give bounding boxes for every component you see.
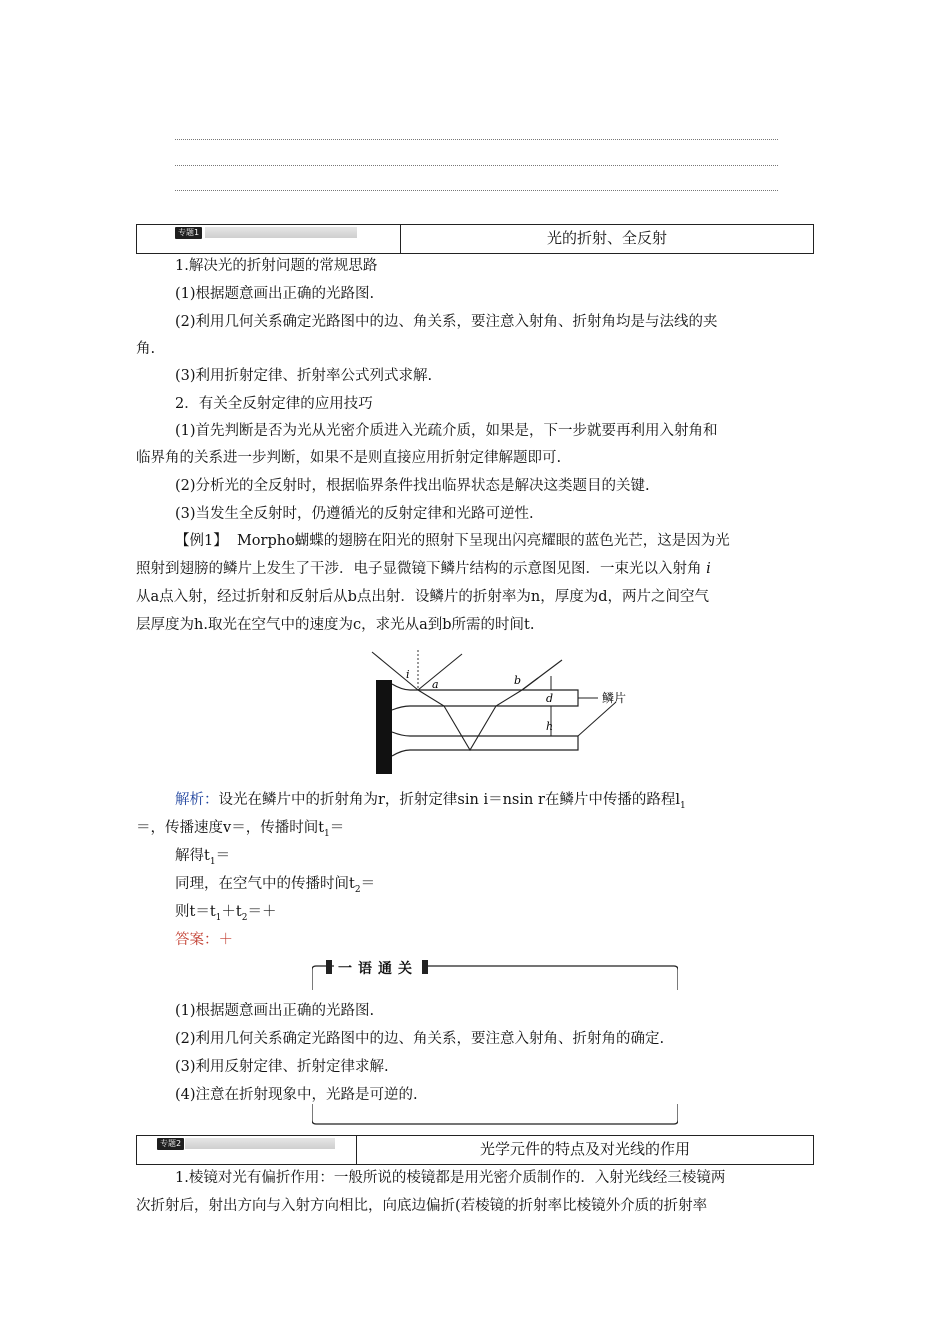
solution-text: ＝ bbox=[215, 848, 231, 864]
solution-sub: 1 bbox=[209, 856, 216, 867]
topic1-line: (3)利用折射定律、折射率公式列式求解. bbox=[175, 368, 433, 384]
dotted-line bbox=[175, 139, 778, 140]
solution-sub: 1 bbox=[680, 800, 686, 811]
example1-line: 层厚度为h.取光在空气中的速度为c，求光从a到b所需的时间t. bbox=[136, 617, 535, 633]
topic2-label-cell bbox=[137, 1136, 357, 1164]
topic1-bar bbox=[205, 227, 357, 238]
topic1-line: (2)利用几何关系确定光路图中的边、角关系，要注意入射角、折射角均是与法线的夹 bbox=[175, 314, 718, 330]
solution-sub: 1 bbox=[215, 912, 222, 923]
solution-line bbox=[136, 814, 344, 848]
label-i: i bbox=[406, 668, 410, 681]
topic1-line: 2．有关全反射定律的应用技巧 bbox=[175, 396, 373, 412]
exit-ray bbox=[522, 660, 562, 690]
summary-item: (4)注意在折射现象中，光路是可逆的. bbox=[175, 1087, 418, 1103]
bracket-mark bbox=[326, 960, 332, 974]
example1-text: Morpho蝴蝶的翅膀在阳光的照射下呈现出闪亮耀眼的蓝色光芒，这是因为光 bbox=[236, 533, 730, 549]
topic2-bar bbox=[185, 1138, 335, 1149]
example1-tag: 【例1】 bbox=[175, 533, 228, 549]
wall-support bbox=[376, 680, 392, 774]
summary-item: (2)利用几何关系确定光路图中的边、角关系，要注意入射角、折射角的确定. bbox=[175, 1031, 665, 1047]
label-b: b bbox=[514, 674, 522, 687]
summary-item: (3)利用反射定律、折射定律求解. bbox=[175, 1059, 389, 1075]
label-h: h bbox=[546, 720, 554, 733]
topic1-line: 临界角的关系进一步判断，如果不是则直接应用折射定律解题即可. bbox=[136, 450, 562, 466]
solution-text: 同理，在空气中的传播时间t bbox=[175, 876, 355, 892]
topic2-title: 光学元件的特点及对光线的作用 bbox=[479, 1140, 690, 1158]
answer-value: ：＋ bbox=[204, 932, 233, 948]
solution-colon: ： bbox=[204, 792, 219, 808]
solution-text: 则t＝t bbox=[175, 904, 216, 920]
topic1-title: 光的折射、全反射 bbox=[546, 229, 667, 247]
example1-line: 从a点入射，经过折射和反射后从b点出射．设鳞片的折射率为n，厚度为d，两片之间空气 bbox=[136, 589, 710, 605]
example1-line bbox=[136, 555, 711, 583]
summary-title: 一语通关 bbox=[334, 958, 422, 978]
dotted-line bbox=[175, 165, 778, 166]
label-a: a bbox=[432, 678, 439, 691]
topic2-line: 1.棱镜对光有偏折作用：一般所说的棱镜都是用光密介质制作的．入射光线经三棱镜两 bbox=[175, 1170, 726, 1186]
lower-scale bbox=[392, 732, 578, 756]
solution-sub: 2 bbox=[354, 884, 361, 895]
solution-text: ＋t bbox=[221, 904, 242, 920]
solution-sub: 1 bbox=[324, 828, 330, 839]
label-d: d bbox=[546, 692, 554, 705]
solution-text: ＝ bbox=[329, 820, 345, 836]
solution-text: ＝＋ bbox=[247, 904, 277, 920]
solution-text: ＝ bbox=[360, 876, 376, 892]
topic2-line: 次折射后，射出方向与入射方向相比，向底边偏折(若棱镜的折射率比棱镜外介质的折射率 bbox=[136, 1198, 708, 1214]
answer-line bbox=[175, 926, 233, 954]
topic1-line: (2)分析光的全反射时，根据临界条件找出临界状态是解决这类题目的关键. bbox=[175, 478, 650, 494]
topic1-label-cell bbox=[137, 225, 401, 253]
topic1-header bbox=[136, 224, 814, 254]
example1-text: 照射到翅膀的鳞片上发生了干涉．电子显微镜下鳞片结构的示意图见图．一束光以入射角 bbox=[136, 561, 702, 577]
topic2-badge: 专题2 bbox=[157, 1138, 184, 1150]
solution-text: 设光在鳞片中的折射角为r，折射定律sin i＝nsin r在鳞片中传播的路程l bbox=[218, 792, 681, 808]
bracket-mark bbox=[422, 960, 428, 974]
label-scale: 鳞片 bbox=[602, 691, 627, 705]
example1-line bbox=[175, 527, 730, 555]
answer-label: 答案 bbox=[175, 932, 204, 948]
topic1-line: 角. bbox=[136, 341, 156, 357]
reflected-ray bbox=[418, 654, 462, 690]
topic1-line: (1)根据题意画出正确的光路图. bbox=[175, 286, 375, 302]
topic2-header bbox=[136, 1135, 814, 1165]
solution-label: 解析 bbox=[175, 792, 204, 808]
topic1-line: 1.解决光的折射问题的常规思路 bbox=[175, 258, 378, 274]
solution-text: 解得t bbox=[175, 848, 210, 864]
scale-diagram bbox=[366, 650, 666, 778]
topic1-line: (1)首先判断是否为光从光密介质进入光疏介质，如果是，下一步就要再利用入射角和 bbox=[175, 423, 718, 439]
solution-sub: 2 bbox=[241, 912, 248, 923]
example1-incidence-symbol: i bbox=[706, 561, 711, 577]
solution-text: ＝，传播速度v＝，传播时间t bbox=[136, 820, 325, 836]
topic1-line: (3)当发生全反射时，仍遵循光的反射定律和光路可逆性. bbox=[175, 506, 534, 522]
dotted-line bbox=[175, 190, 778, 191]
topic1-badge: 专题1 bbox=[175, 227, 202, 239]
summary-item: (1)根据题意画出正确的光路图. bbox=[175, 1003, 375, 1019]
label-pointer bbox=[578, 702, 616, 736]
